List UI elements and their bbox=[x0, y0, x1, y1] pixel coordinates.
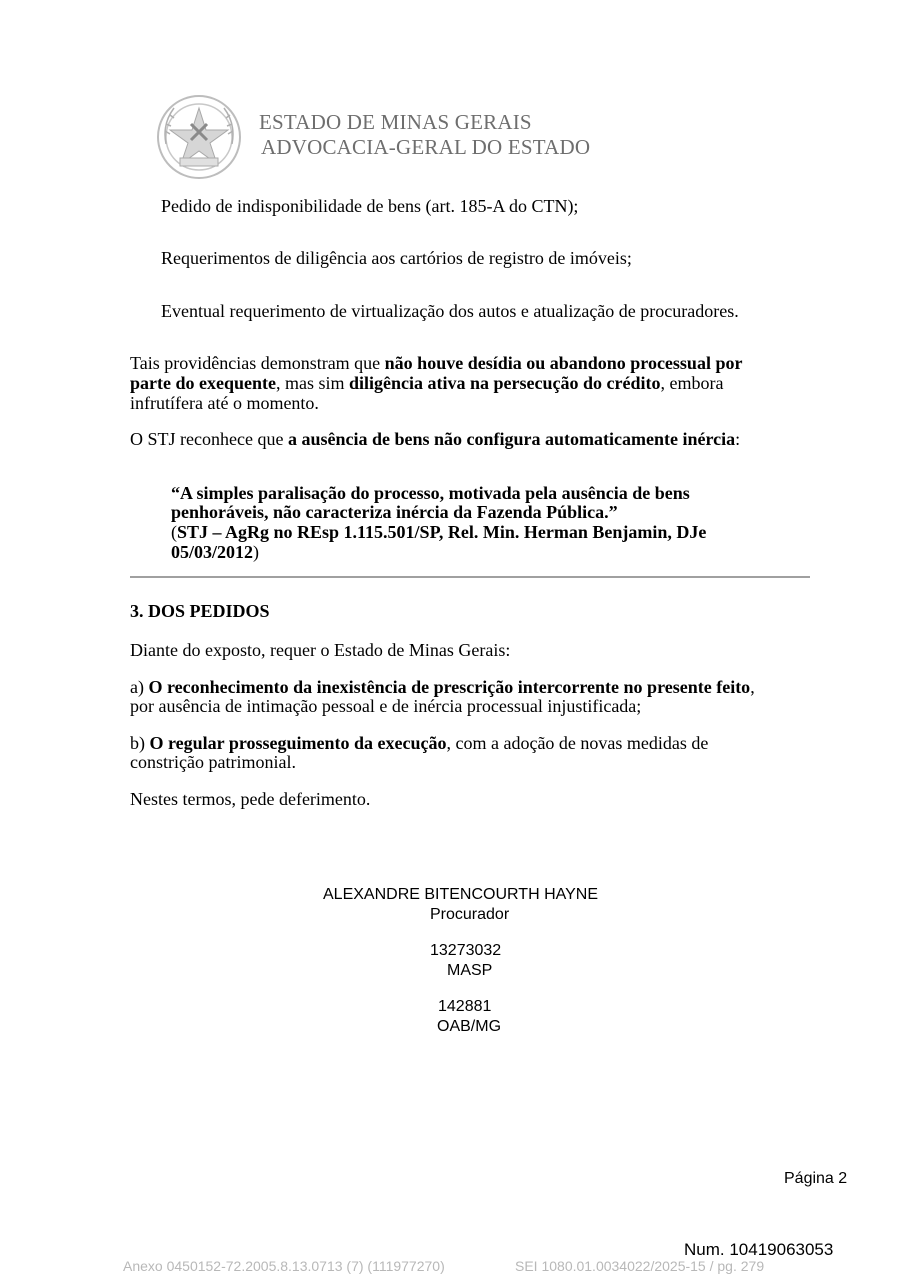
paragraph-line: infrutífera até o momento. bbox=[130, 393, 319, 413]
request-item-a-cont: por ausência de intimação pessoal e de inércia processual injustificada; bbox=[130, 696, 642, 716]
quote-line: penhoráveis, não caracteriza inércia da Fazenda Pública.” bbox=[171, 502, 618, 522]
oab-number: 142881 bbox=[438, 998, 492, 1015]
masp-number: 13273032 bbox=[430, 942, 502, 959]
paragraph-line: parte do exequente, mas sim diligência ativa na persecução do crédito, embora bbox=[130, 373, 724, 393]
closing-text: Nestes termos, pede deferimento. bbox=[130, 789, 371, 809]
paragraph-line: Diante do exposto, requer o Estado de Minas Gerais: bbox=[130, 640, 511, 660]
request-item-b-cont: constrição patrimonial. bbox=[130, 752, 296, 772]
document-number: Num. 10419063053 bbox=[684, 1240, 834, 1259]
footer-sei-ref: SEI 1080.01.0034022/2025-15 / pg. 279 bbox=[515, 1258, 765, 1274]
footer-annex-ref: Anexo 0450152-72.2005.8.13.0713 (7) (111977270) bbox=[123, 1258, 445, 1274]
coat-of-arms-icon bbox=[156, 94, 242, 180]
signer-name: ALEXANDRE BITENCOURTH HAYNE bbox=[323, 886, 599, 903]
quote-citation: (STJ – AgRg no REsp 1.115.501/SP, Rel. Min. Herman Benjamin, DJe bbox=[171, 522, 707, 542]
list-item: Eventual requerimento de virtualização dos autos e atualização de procuradores. bbox=[161, 301, 739, 321]
oab-label: OAB/MG bbox=[437, 1018, 502, 1035]
masp-label: MASP bbox=[447, 962, 493, 979]
page-number: Página 2 bbox=[784, 1170, 848, 1187]
section-heading: 3. DOS PEDIDOS bbox=[130, 601, 270, 621]
list-item: Requerimentos de diligência aos cartórios de registro de imóveis; bbox=[161, 248, 632, 268]
request-item-b: b) O regular prosseguimento da execução, com a adoção de novas medidas de bbox=[130, 733, 709, 753]
section-divider bbox=[130, 576, 810, 578]
request-item-a: a) O reconhecimento da inexistência de prescrição intercorrente no presente feito, bbox=[130, 677, 755, 697]
header-state-name: ESTADO DE MINAS GERAIS bbox=[259, 110, 532, 134]
header-agency-name: ADVOCACIA-GERAL DO ESTADO bbox=[261, 135, 591, 159]
quote-line: “A simples paralisação do processo, motivada pela ausência de bens bbox=[171, 483, 690, 503]
paragraph-line: Tais providências demonstram que não houve desídia ou abandono processual por bbox=[130, 353, 743, 373]
signer-role: Procurador bbox=[430, 906, 510, 923]
quote-citation: 05/03/2012) bbox=[171, 542, 260, 562]
list-item: Pedido de indisponibilidade de bens (art. 185-A do CTN); bbox=[161, 196, 579, 216]
paragraph-line: O STJ reconhece que a ausência de bens não configura automaticamente inércia: bbox=[130, 429, 741, 449]
